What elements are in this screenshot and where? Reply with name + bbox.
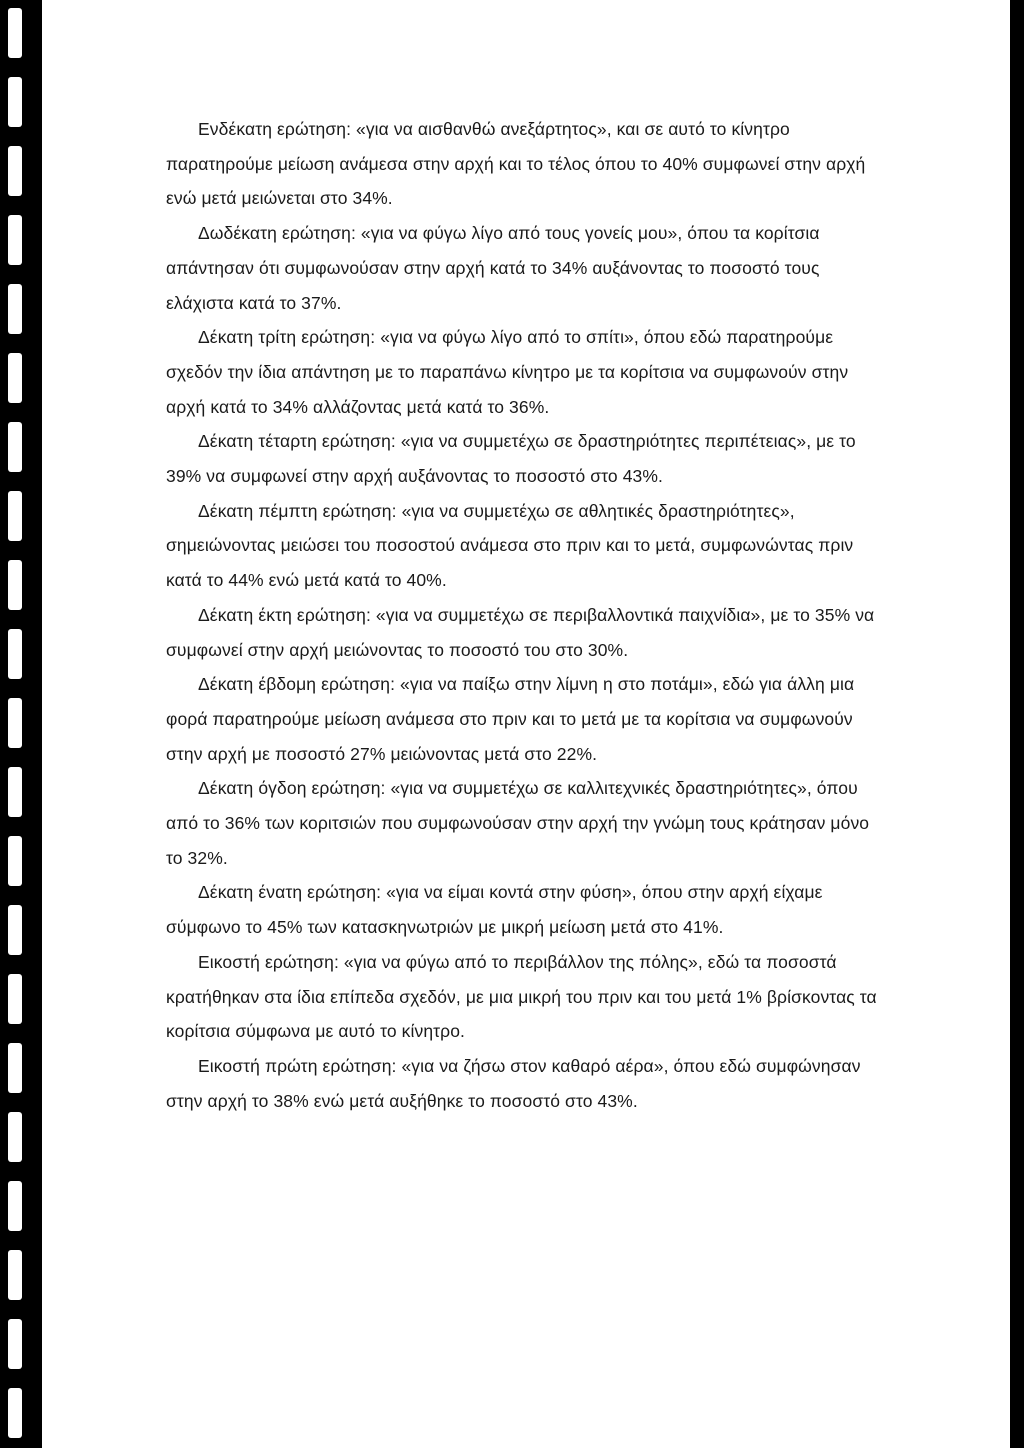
- perforation-hole: [8, 1043, 22, 1093]
- perforation-hole: [8, 8, 22, 58]
- paragraph-q17: Δέκατη έβδομη ερώτηση: «για να παίξω στην λίμνη η στο ποτάμι», εδώ για άλλη μια φορά παρατηρούμε μείωση ανάμεσα στο πριν και το μετά με τα κορίτσια να συμφωνούν στην αρχή με ποσοστό 27% μειώνοντας μετά στο 22%.: [166, 674, 855, 764]
- perforation-hole: [8, 215, 22, 265]
- perforation-hole: [8, 629, 22, 679]
- perforation-hole: [8, 974, 22, 1024]
- perforation-hole: [8, 1181, 22, 1231]
- perforation-hole: [8, 284, 22, 334]
- perforation-hole: [8, 1250, 22, 1300]
- perforation-hole: [8, 491, 22, 541]
- paragraph-q21: Εικοστή πρώτη ερώτηση: «για να ζήσω στον καθαρό αέρα», όπου εδώ συμφώνησαν στην αρχή το 38% ενώ μετά αυξήθηκε το ποσοστό στο 43%.: [166, 1055, 861, 1111]
- perforation-hole: [8, 353, 22, 403]
- perforation-hole: [8, 836, 22, 886]
- paragraph-q12: Δωδέκατη ερώτηση: «για να φύγω λίγο από τους γονείς μου», όπου τα κορίτσια απάντησαν ότι συμφωνούσαν στην αρχή κατά το 34% αυξάνοντας το ποσοστό τους ελάχιστα κατά το 37%.: [166, 223, 820, 313]
- document-body: [166, 112, 882, 1118]
- paragraph-q18: Δέκατη όγδοη ερώτηση: «για να συμμετέχω σε καλλιτεχνικές δραστηριότητες», όπου από το 36% των κοριτσιών που συμφωνούσαν στην αρχή την γνώμη τους κράτησαν μόνο το 32%.: [166, 778, 870, 868]
- paragraph-q20: Εικοστή ερώτηση: «για να φύγω από το περιβάλλον της πόλης», εδώ τα ποσοστά κρατήθηκαν στα ίδια επίπεδα σχεδόν, με μια μικρή του πριν και του μετά 1% βρίσκοντας τα κορίτσια σύμφωνα με αυτό το κίνητρο.: [166, 951, 877, 1042]
- perforation-hole: [8, 422, 22, 472]
- paragraph-q13: Δέκατη τρίτη ερώτηση: «για να φύγω λίγο από το σπίτι», όπου εδώ παρατηρούμε σχεδόν την ίδια απάντηση με το παραπάνω κίνητρο με τα κορίτσια να συμφωνούν στην αρχή κατά το 34% αλλάζοντας μετά κατά το 36%.: [166, 327, 849, 417]
- perforation-hole: [8, 560, 22, 610]
- paragraph-q15: Δέκατη πέμπτη ερώτηση: «για να συμμετέχω σε αθλητικές δραστηριότητες», σημειώνοντας μειώσει του ποσοστού ανάμεσα στο πριν και το μετά, συμφωνώντας πριν κατά το 44% ενώ μετά κατά το 40%.: [166, 500, 854, 591]
- document-page: [42, 0, 1010, 1448]
- perforation-hole: [8, 905, 22, 955]
- perforation-hole: [8, 1112, 22, 1162]
- film-perforations: [8, 0, 30, 1448]
- paragraph-q11: Ενδέκατη ερώτηση: «για να αισθανθώ ανεξάρτητος», και σε αυτό το κίνητρο παρατηρούμε μείωση ανάμεσα στην αρχή και το τέλος όπου το 40% συμφωνεί στην αρχή ενώ μετά μειώνεται στο 34%.: [166, 119, 866, 209]
- paragraph-q16: Δέκατη έκτη ερώτηση: «για να συμμετέχω σε περιβαλλοντικά παιχνίδια», με το 35% να συμφωνεί στην αρχή μειώνοντας το ποσοστό του στο 30%.: [166, 604, 875, 660]
- perforation-hole: [8, 698, 22, 748]
- perforation-hole: [8, 767, 22, 817]
- perforation-hole: [8, 1319, 22, 1369]
- perforation-hole: [8, 77, 22, 127]
- paragraph-q19: Δέκατη ένατη ερώτηση: «για να είμαι κοντά στην φύση», όπου στην αρχή είχαμε σύμφωνο το 45% των κατασκηνωτριών με μικρή μείωση μετά στο 41%.: [166, 882, 823, 938]
- perforation-hole: [8, 146, 22, 196]
- paragraph-q14: Δέκατη τέταρτη ερώτηση: «για να συμμετέχω σε δραστηριότητες περιπέτειας», με το 39% να συμφωνεί στην αρχή αυξάνοντας το ποσοστό στο 43%.: [166, 431, 856, 487]
- perforation-hole: [8, 1388, 22, 1438]
